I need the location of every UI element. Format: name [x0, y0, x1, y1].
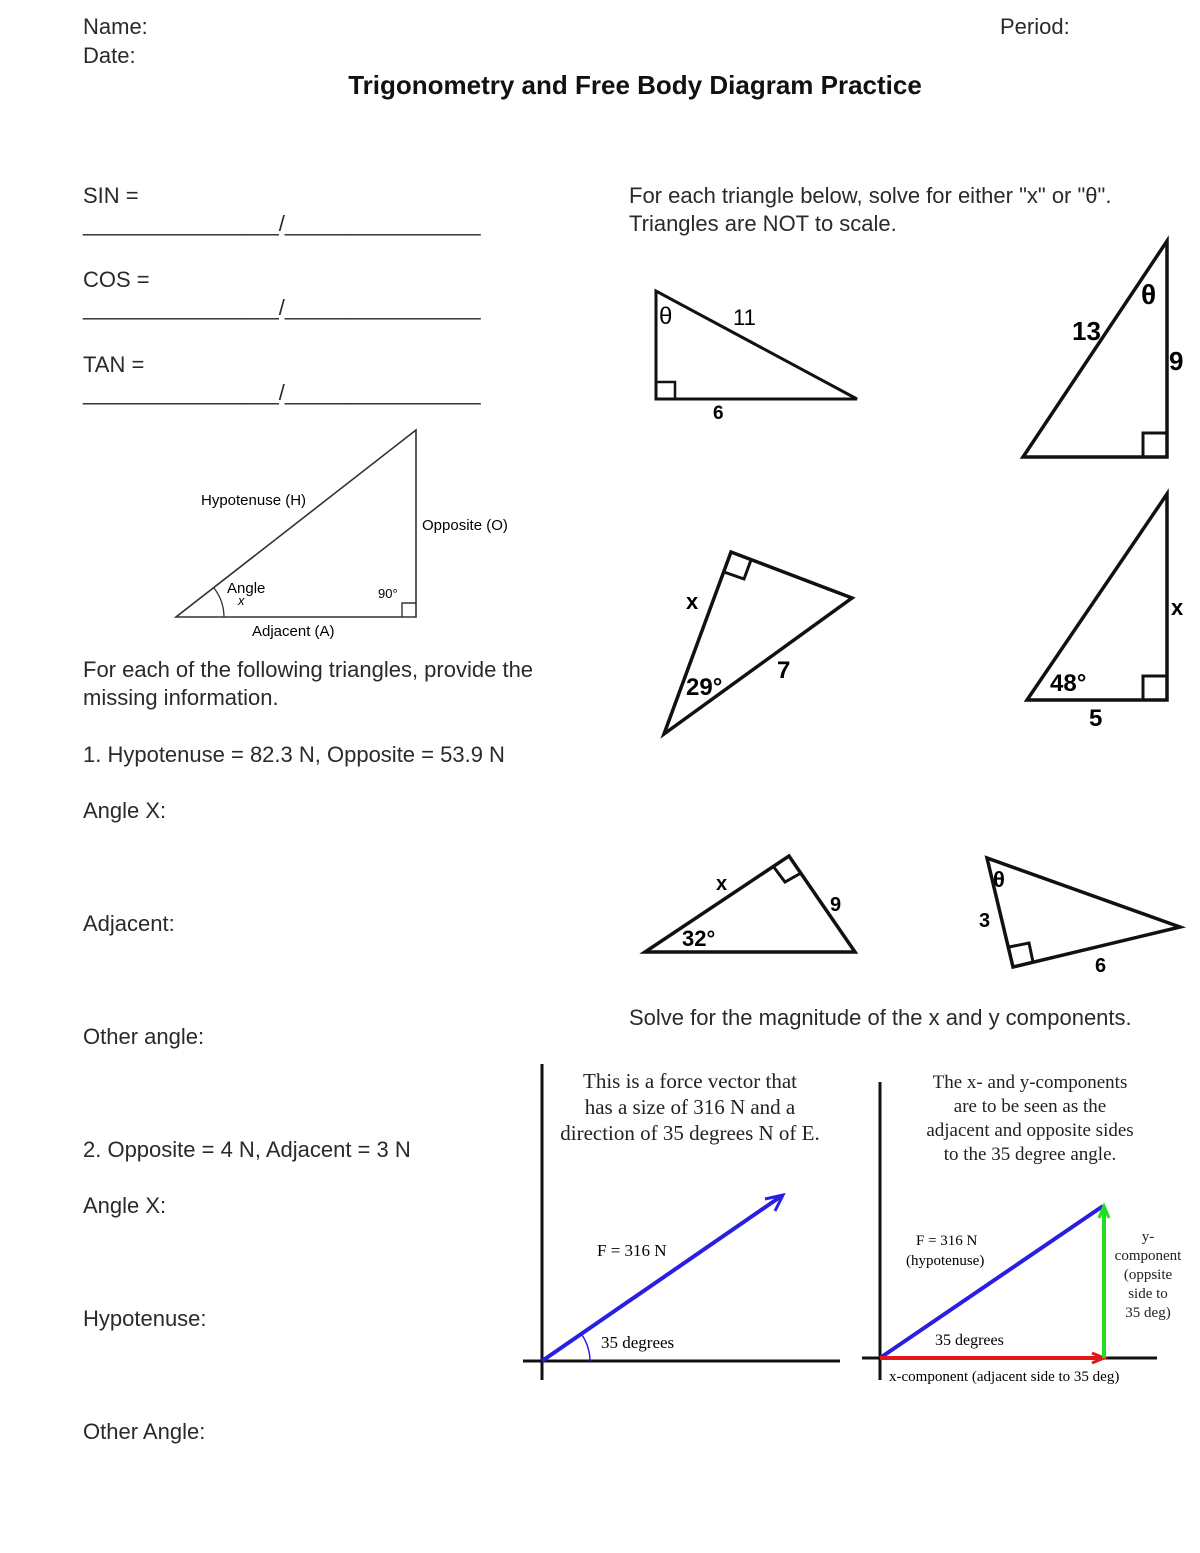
vector-left-caption-1: This is a force vector that [583, 1069, 797, 1093]
instructions-line-1: For each of the following triangles, provide the [83, 657, 534, 682]
ref-opposite-label: Opposite (O) [422, 517, 508, 534]
problem-1: 1. Hypotenuse = 82.3 N, Opposite = 53.9 N [83, 742, 505, 767]
y-component-label [1106, 1228, 1190, 1323]
vector-left-caption-2: has a size of 316 N and a [584, 1095, 796, 1119]
tri5-angle-label: 32° [682, 926, 716, 951]
problem-2: 2. Opposite = 4 N, Adjacent = 3 N [83, 1137, 411, 1162]
y-component-label-2: component [1114, 1248, 1182, 1264]
ref-hypotenuse-label: Hypotenuse (H) [201, 492, 307, 509]
y-component-label-1: y- [1141, 1229, 1155, 1245]
p2-angle-x: Angle X: [83, 1193, 167, 1218]
cos-blank: ________________/________________ [83, 295, 481, 320]
tri6-side-label: 3 [979, 910, 991, 932]
vector-right-caption-2: are to be seen as the [953, 1096, 1107, 1117]
components-instruction: Solve for the magnitude of the x and y components. [629, 1005, 1132, 1030]
triangle-4 [1027, 494, 1184, 732]
force-label-right: F = 316 N [916, 1233, 978, 1249]
tri4-angle-label: 48° [1050, 670, 1087, 697]
p2-other-angle: Other Angle: [83, 1419, 206, 1444]
p1-angle-x: Angle X: [83, 798, 167, 823]
x-component-label: x-component (adjacent side to 35 deg) [889, 1369, 1120, 1385]
vector-right-caption [880, 1071, 1180, 1167]
ref-adjacent-label: Adjacent (A) [252, 623, 335, 640]
date-label: Date: [83, 43, 136, 68]
y-component-label-5: 35 deg) [1125, 1305, 1171, 1321]
force-note-right: (hypotenuse) [906, 1253, 985, 1269]
vector-left-caption-3: direction of 35 degrees N of E. [560, 1121, 820, 1145]
triangles-instruction-1: For each triangle below, solve for either "x" or "θ". [629, 183, 1112, 208]
ref-right-angle-label: 90° [378, 586, 398, 601]
sin-label: SIN = [83, 183, 139, 208]
tri6-base-label: 6 [1095, 955, 1107, 977]
angle-label-left: 35 degrees [601, 1333, 675, 1352]
vector-left-caption [540, 1068, 840, 1146]
page-title: Trigonometry and Free Body Diagram Practice [348, 70, 922, 100]
y-component-label-3: (oppsite [1123, 1267, 1173, 1283]
vector-right-caption-4: to the 35 degree angle. [943, 1144, 1117, 1165]
p1-other-angle: Other angle: [83, 1024, 205, 1049]
cos-label: COS = [83, 267, 150, 292]
tri1-base-label: 6 [713, 403, 724, 424]
p2-hypotenuse: Hypotenuse: [83, 1306, 207, 1331]
tri4-x-label: x [1171, 595, 1184, 620]
tri2-side-label: 9 [1169, 346, 1184, 376]
triangle-2 [1023, 241, 1183, 457]
tri3-x-label: x [686, 589, 699, 614]
y-component-label-4: side to [1128, 1286, 1168, 1302]
ref-angle-var: x [238, 593, 245, 608]
tan-label: TAN = [83, 352, 145, 377]
triangles-instruction-2: Triangles are NOT to scale. [629, 211, 897, 236]
tri3-hyp-label: 7 [777, 657, 791, 684]
p1-adjacent: Adjacent: [83, 911, 175, 936]
tri6-theta: θ [993, 867, 1005, 892]
force-label-left: F = 316 N [597, 1241, 667, 1260]
ref-angle-label: Angle [227, 580, 266, 597]
angle-label-right: 35 degrees [935, 1332, 1004, 1349]
name-label: Name: [83, 14, 148, 39]
triangle-5 [645, 856, 855, 952]
tri5-side-label: 9 [830, 894, 842, 916]
tri2-hyp-label: 13 [1072, 316, 1101, 346]
tri1-theta: θ [659, 303, 673, 330]
triangle-1 [656, 291, 857, 424]
tri2-theta: θ [1141, 279, 1157, 310]
instructions-line-2: missing information. [83, 685, 279, 710]
tri3-angle-label: 29° [686, 674, 723, 701]
triangle-6 [979, 858, 1180, 977]
tri4-base-label: 5 [1089, 705, 1103, 732]
reference-triangle [176, 430, 508, 640]
vector-right-caption-1: The x- and y-components [932, 1072, 1128, 1093]
period-label: Period: [1000, 14, 1070, 39]
tan-blank: ________________/________________ [83, 380, 481, 405]
vector-right-caption-3: adjacent and opposite sides [926, 1120, 1134, 1141]
triangle-3 [664, 552, 852, 734]
sin-blank: ________________/________________ [83, 211, 481, 236]
tri5-x-label: x [716, 873, 728, 895]
tri1-hyp-label: 11 [733, 305, 756, 330]
